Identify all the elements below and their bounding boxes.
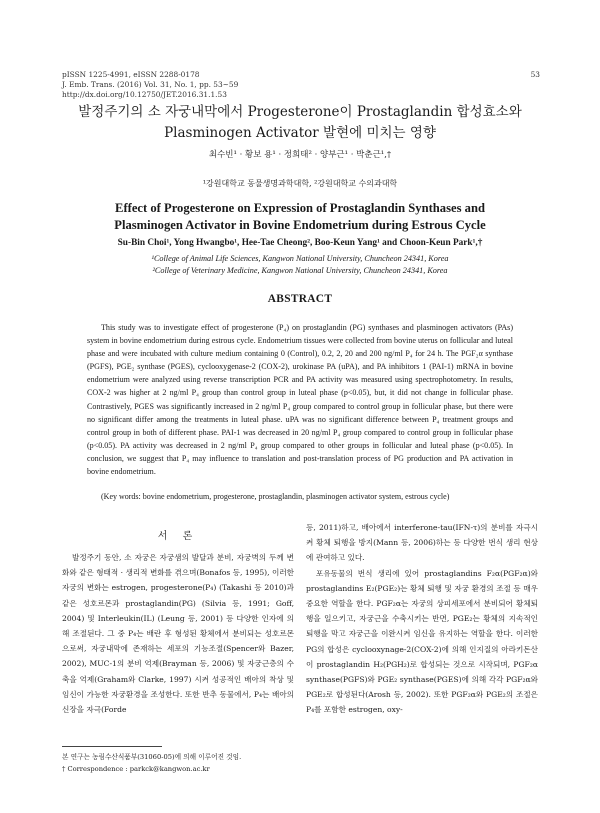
korean-authors: 최수빈¹ · 황보 용¹ · 정희태² · 양부근¹ · 박춘근¹,† [208,150,392,160]
affiliation-2: ²College of Veterinary Medicine, Kangwon National University, Chuncheon 24341, Korea [152,265,448,275]
english-authors: Su-Bin Choi¹, Yong Hwangbo¹, Hee-Tae Cheong², Boo-Keun Yang¹ and Choon-Keun Park¹,† [117,238,483,248]
keywords: (Key words: bovine endometrium, progesterone, prostaglandin, plasminogen activator system, estrous cycle) [101,492,450,501]
footnote-correspondence: † Correspondence : parkck@kangwon.ac.kr [62,765,210,773]
korean-title-line-1: 발정주기의 소 자궁내막에서 Progesterone이 Prostaglandin 합성효소와 [78,104,522,120]
abstract-text: This study was to investigate effect of progesterone (P₄) on prostaglandin (PG) synthases and plasminogen activators (PAs) system in bovine endometrium during estrous cycle. Endometrium tissues were collected from bovine uterus on follicular and luteal phase and were incubated with culture medium containing 0 (Control), 0.2, 2, 20 and 200 ng/ml P₄ for 24 h. The PGF₂α synthase (PGFS), PGE₂ synthase (PGES), cyclooxygenase-2 (COX-2), urokinase PA (uPA), and PA inhibitors 1 (PAI-1) mRNA in bovine endometrium were analyzed using reverse transcription PCR and PA activity was measured using spectrophotometry. In results, COX-2 was higher at 2 ng/ml P₄ group than control group in luteal phase (p<0.05), but, it did not change in follicular phase. Contrastively, PGES was significantly increased in 2 ng/ml P₄ group compared to control group in follicular phase, but there were no significant differ among the treatments in luteal phase. uPA was no significant difference between P₄ treatment groups and control group in both of different phase. PAI-1 was decreased in 20 ng/ml P₄ group compared to control group in follicular phase (p<0.05). PA activity was decreased in 2 ng/ml P₄ group compared to other groups in follicular and luteal phase (p<0.05). In conclusion, we suggest that P₄ may influence to translation and post-translation process of PG production and PA activation in bovine endometrium. [87,323,513,477]
page-number: 53 [530,70,540,79]
section-title-introduction: 서 론 [157,531,199,542]
english-title-line-2: Plasminogen Activator in Bovine Endometrium during Estrous Cycle [114,218,486,232]
korean-affiliations: ¹강원대학교 동물생명과학대학, ²강원대학교 수의과대학 [202,179,398,188]
english-title-line-1: Effect of Progesterone on Expression of Prostaglandin Synthases and [115,201,485,215]
right-column [306,520,538,718]
journal-header [62,70,238,100]
left-column-text: 발정주기 동안, 소 자궁은 자궁샘의 발달과 분비, 자궁벽의 두께 변화와 같은 형태적 · 생리적 변화를 겪으며(Bonafos 등, 1995), 이러한 자궁의 변화는 estrogen, progesterone(P₄) (Takashi 등 2010)과 같은 성호르몬과 prostaglandin(PG) (Silvia 등, 1991; Goff, 2004) 및 Interleukin(IL) (Leung 등, 2001) 등 다양한 인자에 의해 조절된다. 그 중 P₄는 배란 후 형성된 황체에서 분비되는 성호르몬으로써, 자궁내막에 존재하는 세포의 기능조절(Spencer와 Bazer, 2002), MUC-1의 분비 억제(Brayman 등, 2006) 및 자궁근층의 수축을 억제(Graham와 Clarke, 1997) 시켜 성공적인 배아의 착상 및 임신이 가능한 자궁환경을 조성한다. 또한 반추 동물에서, P₄는 배아의 신장을 자극(Forde [62,553,294,715]
korean-title-line-2: Plasminogen Activator 발현에 미치는 영향 [164,125,436,141]
right-paragraph-1: 등, 2011)하고, 배아에서 interferone-tau(IFN-τ)의 분비를 자극시켜 황체 퇴행을 방지(Mann 등, 2006)하는 등 다양한 번식 생리 현상에 관여하고 있다. [306,523,538,563]
footnote-divider [62,746,162,747]
right-paragraph-2: 포유동물의 번식 생리에 있어 prostaglandins F₂α(PGF₂α)와 prostaglandins E₂(PGE₂)는 황체 퇴행 및 자궁 환경의 조절 등 매우 중요한 역할을 한다. PGF₂α는 자궁의 상피세포에서 분비되어 황체퇴행을 일으키고, 자궁근을 수축시키는 반면, PGE₂는 황체의 지속적인 퇴행을 막고 자궁근을 이완시켜 임신을 유지하는 역할을 한다. 이러한 PG의 합성은 cyclooxynage-2(COX-2)에 의해 인지질의 아라키돈산이 prostaglandin H₂(PGH₂)로 합성되는 것으로 시작되며, PGF₂α synthase(PGFS)와 PGE₂ synthase(PGES)에 의해 각각 PGF₂α와 PGE₂로 합성된다(Arosh 등, 2002). 또한 PGF₂α와 PGE₂의 조절은 P₄를 포함한 estrogen, oxy- [306,568,538,715]
doi-link[interactable]: http://dx.doi.org/10.12750/JET.2016.31.1.53 [62,90,227,99]
english-title [30,200,570,234]
affiliation-1: ¹College of Animal Life Sciences, Kangwon National University, Chuncheon 24341, Korea [151,254,449,263]
issn: pISSN 1225-4991, eISSN 2288-0178 [62,70,200,79]
journal-citation: J. Emb. Trans. (2016) Vol. 31, No. 1, pp. 53~59 [62,80,239,89]
abstract-heading: ABSTRACT [267,293,333,305]
footnote-funding: 본 연구는 농림수산식품부(31060-05)에 의해 이루어진 것임. [62,753,242,761]
english-affiliations [30,253,570,276]
